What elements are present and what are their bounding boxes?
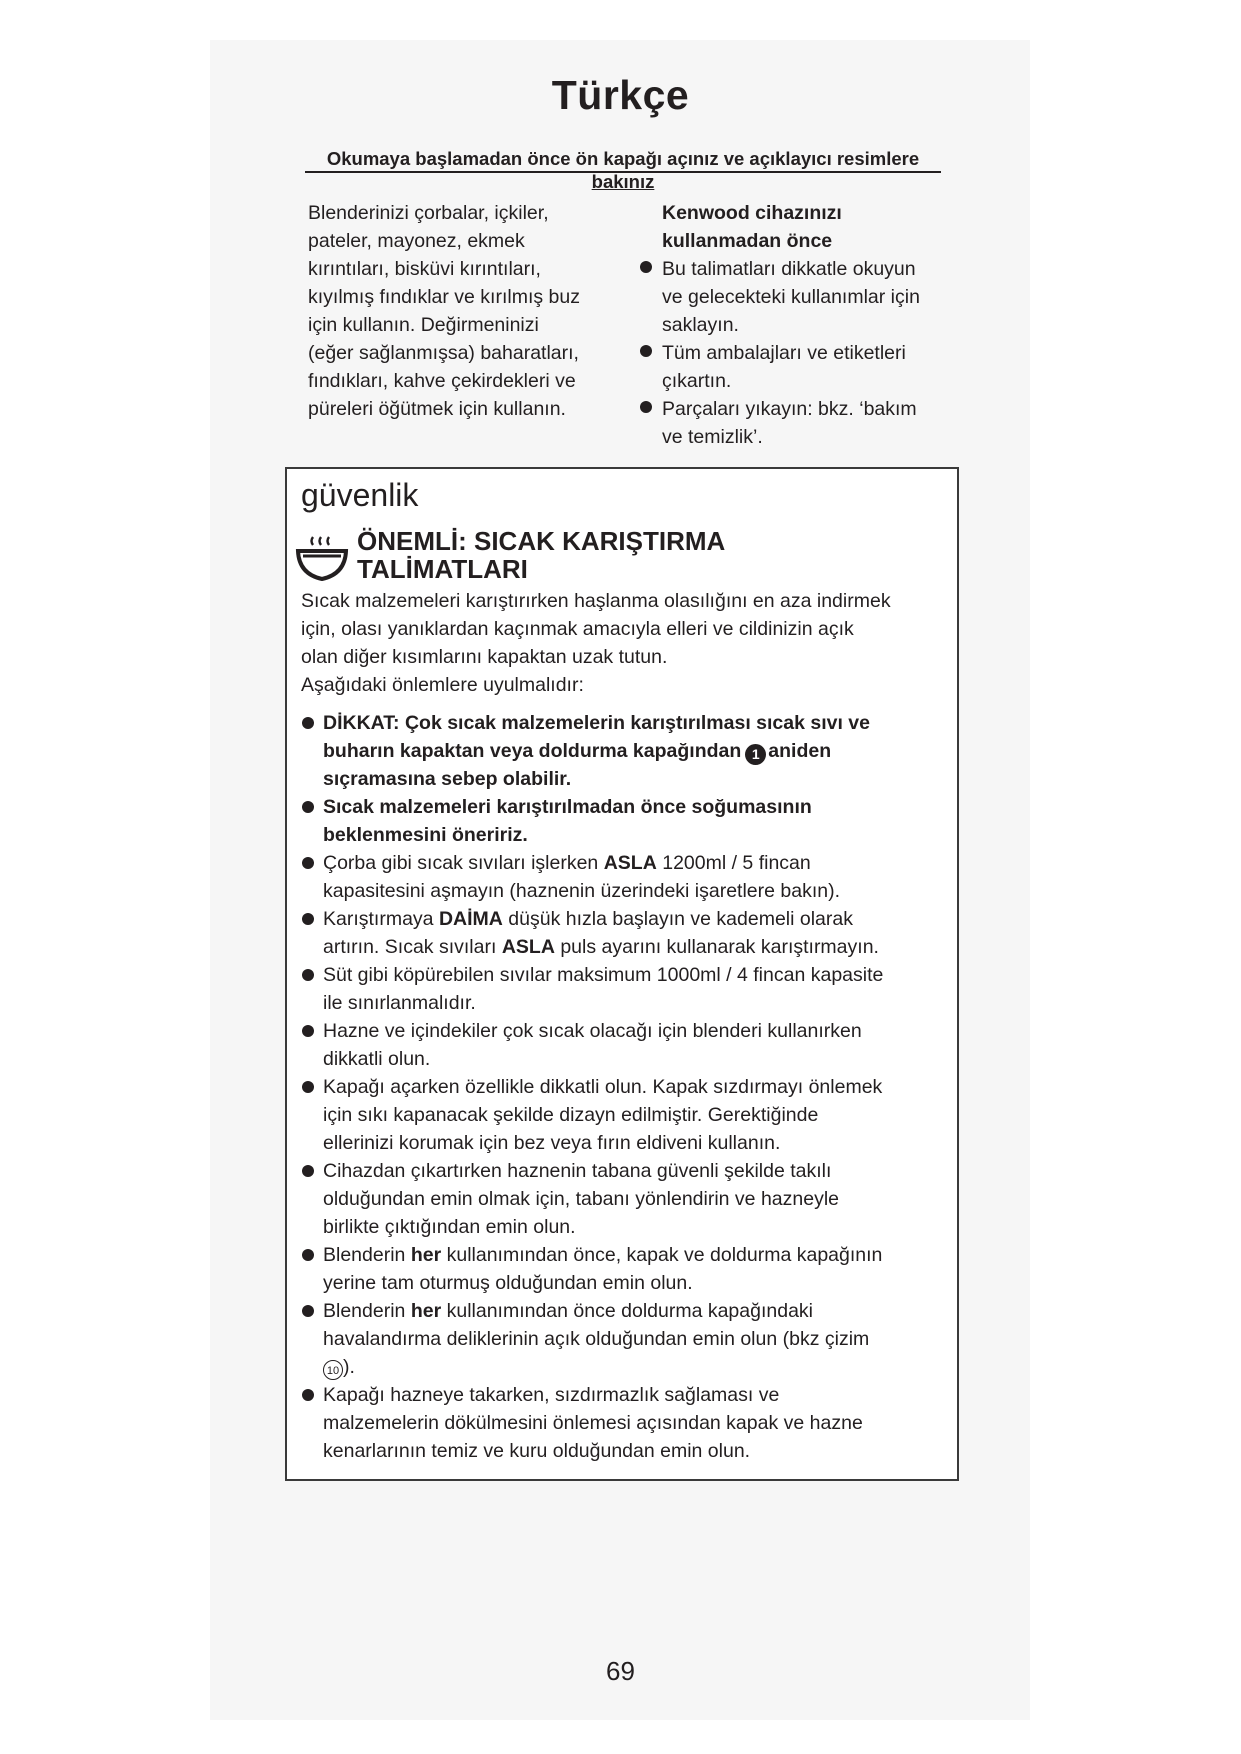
list-item-text xyxy=(323,1241,951,1269)
list-item-text: puls ayarını kullanarak karıştırmayın. xyxy=(560,936,879,958)
emphasis-text: DAİMA xyxy=(438,908,503,930)
list-item-text: Kapağı açarken özellikle dikkatli olun. Kapak sızdırmayı önlemek xyxy=(323,1076,883,1098)
before-use-heading: Kenwood cihazınızı xyxy=(662,202,842,224)
before-use-list xyxy=(662,255,962,451)
list-item xyxy=(323,1241,951,1297)
intro-note-line2: bakınız xyxy=(591,171,655,192)
emphasis-text: ASLA xyxy=(501,936,555,958)
safety-intro-line: Aşağıdaki önlemlere uyulmalıdır: xyxy=(301,674,584,696)
list-item-text: Blenderin xyxy=(323,1244,406,1266)
list-item xyxy=(323,905,951,961)
list-item xyxy=(323,1381,951,1465)
list-item-text: Bu talimatları dikkatle okuyun xyxy=(662,258,916,280)
list-item xyxy=(662,255,962,339)
intro-line: (eğer sağlanmışsa) baharatları, xyxy=(308,342,579,364)
list-item-text: ellerinizi korumak için bez veya fırın eldiveni kullanın. xyxy=(323,1132,781,1154)
list-item xyxy=(323,793,951,849)
list-item-text xyxy=(323,933,951,961)
list-item-text: Sıcak malzemeleri karıştırılmadan önce soğumasının xyxy=(323,796,812,818)
intro-line: için kullanın. Değirmeninizi xyxy=(308,314,539,336)
list-item xyxy=(323,1297,951,1381)
list-item-text: Parçaları yıkayın: bkz. ‘bakım xyxy=(662,398,917,420)
list-item-text xyxy=(323,1353,951,1381)
list-item-text: Kapağı hazneye takarken, sızdırmazlık sağlaması ve xyxy=(323,1384,780,1406)
list-item-text: Blenderin xyxy=(323,1300,406,1322)
before-use-heading: kullanmadan önce xyxy=(662,230,833,252)
list-item-text: ve gelecekteki kullanımlar için xyxy=(662,286,920,308)
list-item-text xyxy=(323,1297,951,1325)
safety-intro-line: için, olası yanıklardan kaçınmak amacıyla elleri ve cildinizin açık xyxy=(301,618,854,640)
list-item-text xyxy=(323,905,951,933)
safety-box xyxy=(285,467,959,1481)
list-item-text: birlikte çıktığından emin olun. xyxy=(323,1216,576,1238)
list-item-text: Süt gibi köpürebilen sıvılar maksimum 1000ml / 4 fincan kapasite xyxy=(323,964,884,986)
list-item-text: saklayın. xyxy=(662,314,739,336)
list-item-text: malzemelerin dökülmesini önlemesi açısından kapak ve hazne xyxy=(323,1412,863,1434)
list-item-text: için sıkı kapanacak şekilde dizayn edilmiştir. Gerektiğinde xyxy=(323,1104,819,1126)
intro-note-line1: Okumaya başlamadan önce ön kapağı açınız ve açıklayıcı resimlere xyxy=(326,148,920,169)
list-item xyxy=(323,1073,951,1157)
list-item-text: olduğundan emin olmak için, tabanı yönlendirin ve hazneyle xyxy=(323,1188,839,1210)
list-item-text: dikkatli olun. xyxy=(323,1048,431,1070)
page-title: Türkçe xyxy=(551,72,690,118)
list-item-text xyxy=(323,737,951,765)
list-item-text: DİKKAT: Çok sıcak malzemelerin karıştırılması sıcak sıvı ve xyxy=(323,712,870,734)
list-item xyxy=(323,849,951,905)
important-heading-line: TALİMATLARI xyxy=(357,554,528,584)
safety-title: güvenlik xyxy=(301,477,419,513)
intro-line: fındıkları, kahve çekirdekleri ve xyxy=(308,370,576,392)
list-item-text: kapasitesini aşmayın (haznenin üzerindeki işaretlere bakın). xyxy=(323,880,841,902)
list-item-text: sıçramasına sebep olabilir. xyxy=(323,768,572,790)
list-item-text: 1200ml / 5 fincan xyxy=(662,852,811,874)
safety-intro-line: olan diğer kısımlarını kapaktan uzak tutun. xyxy=(301,646,668,668)
intro-paragraph xyxy=(308,199,628,423)
list-item-text: kenarlarının temiz ve kuru olduğundan emin olun. xyxy=(323,1440,751,1462)
list-item-text: ile sınırlanmalıdır. xyxy=(323,992,476,1014)
list-item-text: kullanımından önce, kapak ve doldurma kapağının xyxy=(446,1244,883,1266)
intro-line: kıyılmış fındıklar ve kırılmış buz xyxy=(308,286,580,308)
list-item-text: kullanımından önce doldurma kapağındaki xyxy=(446,1300,813,1322)
list-item-text: yerine tam oturmuş olduğundan emin olun. xyxy=(323,1272,693,1294)
list-item-text: düşük hızla başlayın ve kademeli olarak xyxy=(508,908,853,930)
list-item xyxy=(323,1017,951,1073)
safety-intro-line: Sıcak malzemeleri karıştırırken haşlanma olasılığını en aza indirmek xyxy=(301,590,891,612)
list-item-text: aniden xyxy=(768,740,832,762)
safety-list xyxy=(301,709,951,1465)
emphasis-text: her xyxy=(410,1244,442,1266)
emphasis-text: ASLA xyxy=(603,852,657,874)
list-item xyxy=(662,395,962,451)
list-item-text: çıkartın. xyxy=(662,370,732,392)
before-use-section xyxy=(662,199,962,451)
list-item-text: Karıştırmaya xyxy=(323,908,434,930)
intro-line: pateler, mayonez, ekmek xyxy=(308,230,525,252)
list-item-text: ). xyxy=(343,1356,355,1378)
list-item-text: havalandırma deliklerinin açık olduğundan emin olun (bkz çizim xyxy=(323,1328,870,1350)
list-item-text xyxy=(323,849,951,877)
list-item xyxy=(662,339,962,395)
list-item xyxy=(323,1157,951,1241)
list-item-text: buharın kapaktan veya doldurma kapağından xyxy=(323,740,742,762)
list-item-text: Hazne ve içindekiler çok sıcak olacağı için blenderi kullanırken xyxy=(323,1020,862,1042)
intro-note xyxy=(305,147,941,192)
intro-line: Blenderinizi çorbalar, içkiler, xyxy=(308,202,549,224)
list-item xyxy=(323,709,951,793)
emphasis-text: her xyxy=(410,1300,442,1322)
important-heading xyxy=(357,527,725,583)
list-item-text: ve temizlik’. xyxy=(662,426,763,448)
hot-bowl-icon xyxy=(294,534,350,584)
callout-number-10: 10 xyxy=(323,1360,343,1380)
list-item-text: beklenmesini öneririz. xyxy=(323,824,528,846)
page-number: 69 xyxy=(606,1656,635,1686)
list-item-text: Tüm ambalajları ve etiketleri xyxy=(662,342,906,364)
safety-body xyxy=(301,587,951,1465)
callout-number-1: 1 xyxy=(745,744,766,765)
list-item xyxy=(323,961,951,1017)
intro-line: kırıntıları, bisküvi kırıntıları, xyxy=(308,258,541,280)
list-item-text: Çorba gibi sıcak sıvıları işlerken xyxy=(323,852,599,874)
intro-line: püreleri öğütmek için kullanın. xyxy=(308,398,566,420)
list-item-text: Cihazdan çıkartırken haznenin tabana güvenli şekilde takılı xyxy=(323,1160,832,1182)
list-item-text: artırın. Sıcak sıvıları xyxy=(323,936,497,958)
important-heading-line: ÖNEMLİ: SICAK KARIŞTIRMA xyxy=(357,526,726,556)
